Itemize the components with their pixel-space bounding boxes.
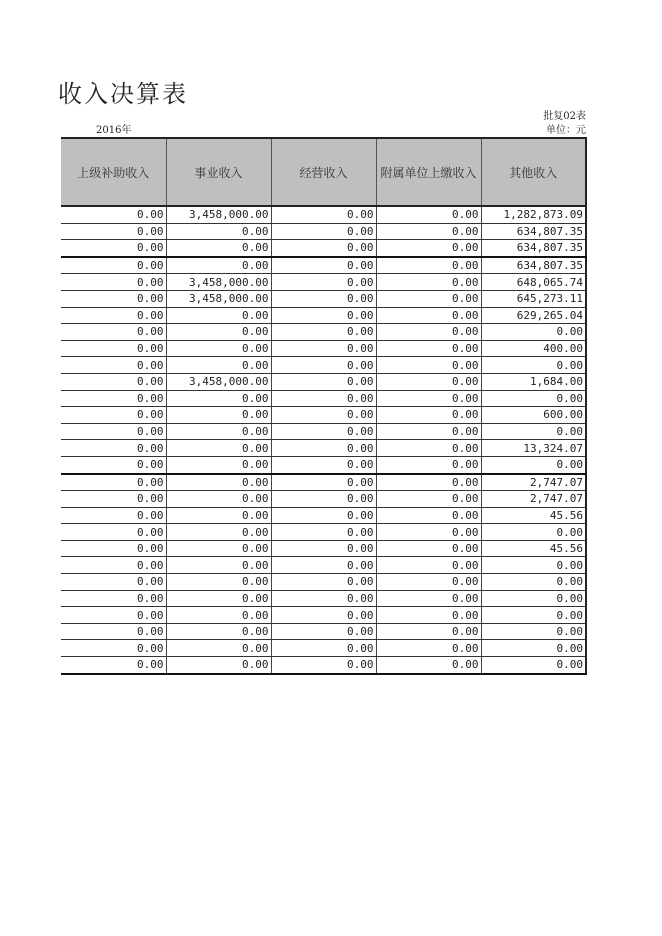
table-cell: 0.00	[271, 223, 376, 240]
table-cell: 634,807.35	[481, 257, 586, 274]
currency-unit: 单位：元	[546, 125, 586, 136]
table-cell: 0.00	[61, 657, 166, 674]
table-cell: 0.00	[271, 240, 376, 257]
table-cell: 0.00	[271, 607, 376, 624]
fiscal-year: 2016年	[96, 125, 132, 136]
table-cell: 0.00	[166, 590, 271, 607]
table-cell: 0.00	[271, 590, 376, 607]
table-cell: 629,265.04	[481, 307, 586, 324]
table-cell: 0.00	[166, 474, 271, 491]
table-cell: 0.00	[271, 340, 376, 357]
table-cell: 0.00	[61, 590, 166, 607]
table-cell: 0.00	[376, 357, 481, 374]
table-cell: 0.00	[166, 324, 271, 341]
table-row	[61, 574, 586, 591]
table-cell: 0.00	[166, 223, 271, 240]
table-cell: 0.00	[61, 357, 166, 374]
col-header-affiliate-remittance: 附属单位上缴收入	[376, 138, 481, 206]
table-cell: 0.00	[271, 373, 376, 390]
table-cell: 0.00	[271, 307, 376, 324]
table-cell: 0.00	[166, 407, 271, 424]
table-cell: 634,807.35	[481, 223, 586, 240]
table-cell: 0.00	[61, 507, 166, 524]
col-header-operating-income: 经营收入	[271, 138, 376, 206]
table-row	[61, 373, 586, 390]
table-cell: 0.00	[61, 307, 166, 324]
table-cell: 0.00	[376, 340, 481, 357]
table-cell: 0.00	[376, 657, 481, 674]
table-cell: 3,458,000.00	[166, 206, 271, 223]
table-cell: 2,747.07	[481, 474, 586, 491]
table-cell: 0.00	[61, 390, 166, 407]
table-cell: 0.00	[61, 491, 166, 508]
table-cell: 3,458,000.00	[166, 290, 271, 307]
table-cell: 0.00	[61, 623, 166, 640]
table-row	[61, 540, 586, 557]
table-row	[61, 557, 586, 574]
table-cell: 0.00	[61, 456, 166, 473]
table-row	[61, 640, 586, 657]
table-cell: 0.00	[61, 340, 166, 357]
table-cell: 0.00	[271, 324, 376, 341]
table-cell: 0.00	[61, 474, 166, 491]
table-cell: 0.00	[61, 524, 166, 541]
table-cell: 0.00	[376, 507, 481, 524]
table-cell: 0.00	[61, 557, 166, 574]
table-cell: 645,273.11	[481, 290, 586, 307]
table-cell: 0.00	[61, 257, 166, 274]
table-row	[61, 290, 586, 307]
income-table	[61, 137, 587, 675]
table-cell: 45.56	[481, 540, 586, 557]
table-row	[61, 474, 586, 491]
table-cell: 0.00	[166, 456, 271, 473]
table-cell: 0.00	[271, 524, 376, 541]
table-cell: 0.00	[481, 623, 586, 640]
table-row	[61, 590, 586, 607]
table-cell: 0.00	[376, 206, 481, 223]
header-row	[61, 138, 586, 206]
table-cell: 0.00	[166, 607, 271, 624]
table-cell: 0.00	[271, 456, 376, 473]
table-row	[61, 507, 586, 524]
col-header-other-income: 其他收入	[481, 138, 586, 206]
table-row	[61, 607, 586, 624]
table-cell: 13,324.07	[481, 440, 586, 457]
table-cell: 0.00	[166, 390, 271, 407]
table-cell: 3,458,000.00	[166, 373, 271, 390]
table-cell: 600.00	[481, 407, 586, 424]
table-cell: 0.00	[271, 574, 376, 591]
table-cell: 0.00	[376, 307, 481, 324]
table-cell: 0.00	[61, 206, 166, 223]
table-cell: 0.00	[166, 491, 271, 508]
table-cell: 0.00	[271, 557, 376, 574]
table-cell: 0.00	[271, 640, 376, 657]
table-cell: 0.00	[271, 407, 376, 424]
table-cell: 0.00	[271, 507, 376, 524]
table-cell: 0.00	[166, 240, 271, 257]
table-cell: 0.00	[271, 423, 376, 440]
table-row	[61, 307, 586, 324]
table-cell: 0.00	[166, 340, 271, 357]
table-cell: 3,458,000.00	[166, 274, 271, 291]
table-cell: 0.00	[376, 324, 481, 341]
table-cell: 0.00	[166, 507, 271, 524]
table-cell: 0.00	[376, 524, 481, 541]
table-row	[61, 223, 586, 240]
table-cell: 0.00	[376, 223, 481, 240]
table-row	[61, 357, 586, 374]
table-row	[61, 423, 586, 440]
table-cell: 0.00	[271, 540, 376, 557]
table-cell: 0.00	[481, 324, 586, 341]
table-row	[61, 240, 586, 257]
table-cell: 0.00	[271, 206, 376, 223]
table-cell: 1,684.00	[481, 373, 586, 390]
table-cell: 0.00	[166, 574, 271, 591]
table-cell: 0.00	[376, 290, 481, 307]
table-cell: 45.56	[481, 507, 586, 524]
table-cell: 0.00	[376, 440, 481, 457]
table-cell: 648,065.74	[481, 274, 586, 291]
table-cell: 0.00	[376, 623, 481, 640]
col-header-superior-subsidy: 上级补助收入	[61, 138, 166, 206]
table-row	[61, 657, 586, 674]
table-row	[61, 274, 586, 291]
table-cell: 0.00	[61, 324, 166, 341]
table-cell: 0.00	[271, 257, 376, 274]
table-cell: 0.00	[481, 390, 586, 407]
table-cell: 0.00	[271, 390, 376, 407]
table-cell: 0.00	[271, 357, 376, 374]
table-cell: 0.00	[61, 274, 166, 291]
table-cell: 0.00	[166, 423, 271, 440]
table-cell: 0.00	[481, 640, 586, 657]
table-row	[61, 206, 586, 223]
table-cell: 0.00	[376, 257, 481, 274]
table-cell: 0.00	[481, 657, 586, 674]
table-cell: 0.00	[376, 240, 481, 257]
page-title: 收入决算表	[58, 80, 188, 108]
table-cell: 0.00	[376, 456, 481, 473]
table-cell: 0.00	[61, 407, 166, 424]
table-cell: 0.00	[271, 491, 376, 508]
form-number: 批复02表	[543, 111, 586, 122]
table-row	[61, 390, 586, 407]
table-cell: 0.00	[271, 623, 376, 640]
table-cell: 0.00	[166, 357, 271, 374]
table-cell: 0.00	[376, 491, 481, 508]
table-row	[61, 623, 586, 640]
table-cell: 2,747.07	[481, 491, 586, 508]
table-cell: 0.00	[481, 456, 586, 473]
table-cell: 0.00	[166, 440, 271, 457]
table-cell: 0.00	[61, 423, 166, 440]
table-cell: 400.00	[481, 340, 586, 357]
table-row	[61, 440, 586, 457]
table-cell: 0.00	[166, 657, 271, 674]
table-cell: 0.00	[481, 524, 586, 541]
table-row	[61, 257, 586, 274]
table-cell: 1,282,873.09	[481, 206, 586, 223]
table-cell: 0.00	[61, 607, 166, 624]
table-row	[61, 340, 586, 357]
table-cell: 0.00	[376, 390, 481, 407]
table-cell: 0.00	[376, 407, 481, 424]
table-cell: 0.00	[481, 357, 586, 374]
table-cell: 634,807.35	[481, 240, 586, 257]
table-cell: 0.00	[271, 657, 376, 674]
table-cell: 0.00	[61, 240, 166, 257]
table-row	[61, 407, 586, 424]
table-cell: 0.00	[376, 474, 481, 491]
table-cell: 0.00	[481, 557, 586, 574]
table-cell: 0.00	[271, 440, 376, 457]
table-cell: 0.00	[376, 373, 481, 390]
table-cell: 0.00	[166, 640, 271, 657]
table-cell: 0.00	[376, 574, 481, 591]
table-cell: 0.00	[166, 540, 271, 557]
table-row	[61, 524, 586, 541]
table-cell: 0.00	[481, 607, 586, 624]
table-cell: 0.00	[376, 640, 481, 657]
table-cell: 0.00	[166, 257, 271, 274]
table-cell: 0.00	[271, 474, 376, 491]
table-cell: 0.00	[376, 607, 481, 624]
table-cell: 0.00	[61, 640, 166, 657]
table-cell: 0.00	[61, 223, 166, 240]
table-cell: 0.00	[61, 373, 166, 390]
table-row	[61, 324, 586, 341]
col-header-business-income: 事业收入	[166, 138, 271, 206]
table-cell: 0.00	[376, 540, 481, 557]
table-cell: 0.00	[61, 574, 166, 591]
table-cell: 0.00	[376, 274, 481, 291]
table-cell: 0.00	[61, 290, 166, 307]
table-cell: 0.00	[166, 524, 271, 541]
table-cell: 0.00	[481, 574, 586, 591]
table-row	[61, 491, 586, 508]
table-cell: 0.00	[376, 557, 481, 574]
table-cell: 0.00	[271, 274, 376, 291]
table-cell: 0.00	[61, 440, 166, 457]
table-cell: 0.00	[376, 423, 481, 440]
table-cell: 0.00	[271, 290, 376, 307]
table-cell: 0.00	[481, 423, 586, 440]
table-cell: 0.00	[166, 307, 271, 324]
table-cell: 0.00	[481, 590, 586, 607]
table-cell: 0.00	[376, 590, 481, 607]
table-cell: 0.00	[166, 623, 271, 640]
table-cell: 0.00	[61, 540, 166, 557]
table-row	[61, 456, 586, 473]
table-cell: 0.00	[166, 557, 271, 574]
